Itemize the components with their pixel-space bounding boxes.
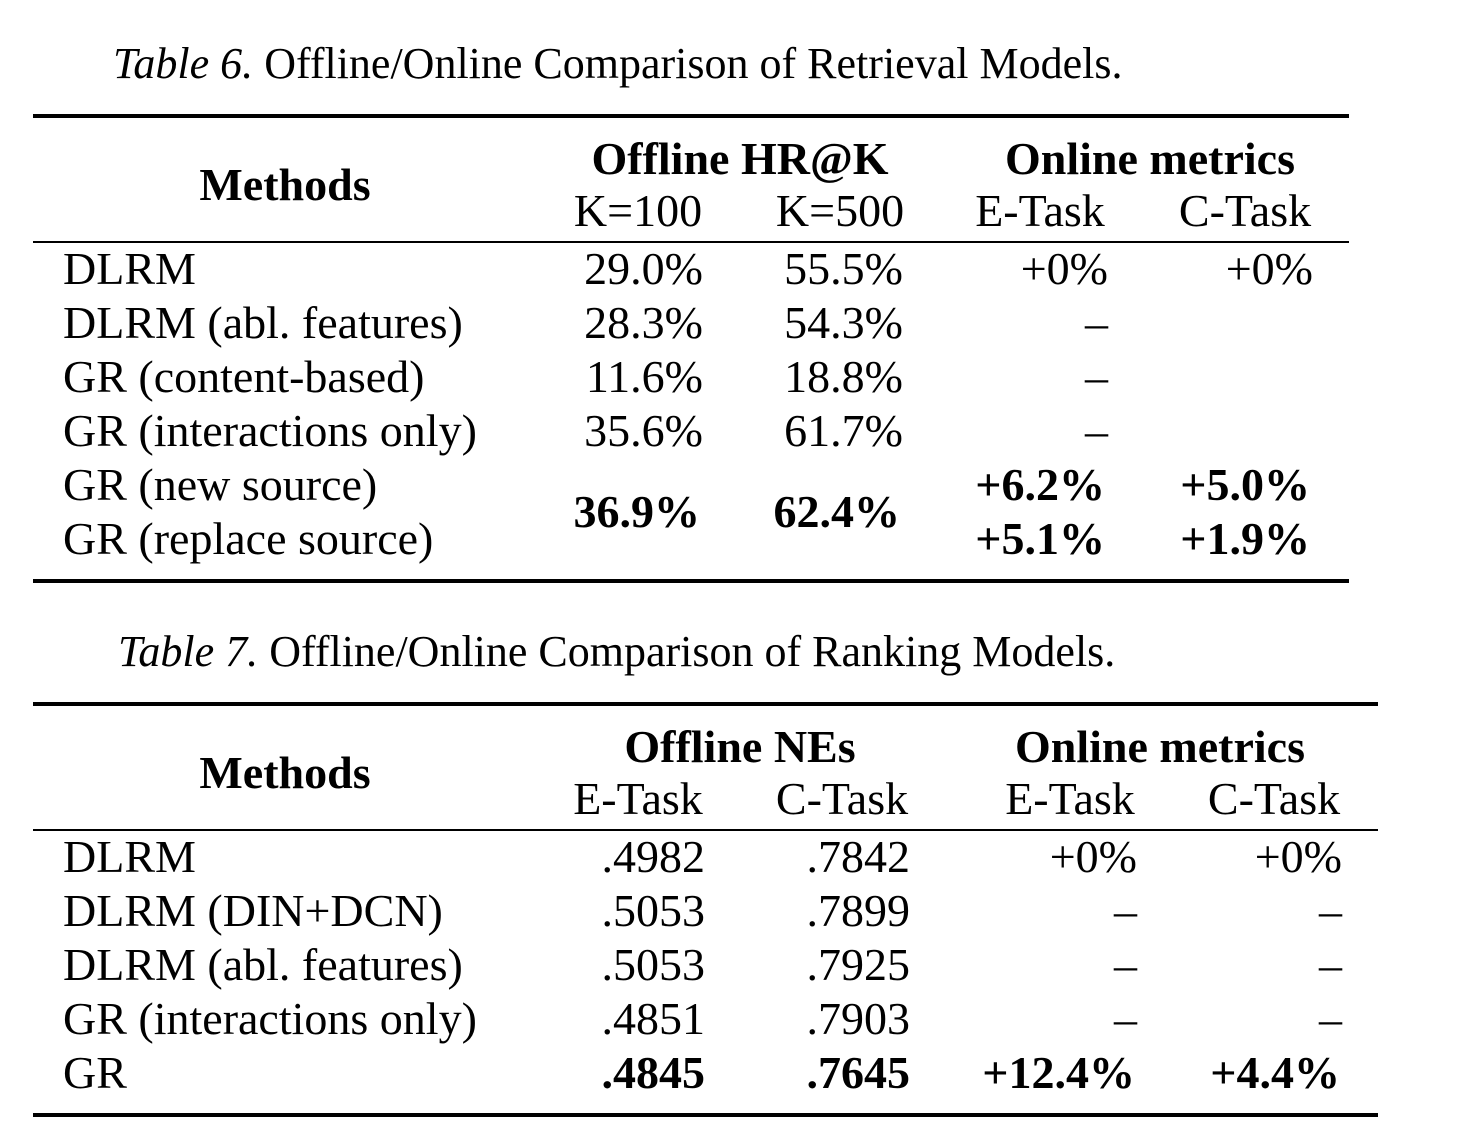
table7-caption [118, 627, 1116, 676]
table6-col-k500: K=500 [775, 185, 905, 236]
table6-top-rule [33, 114, 1349, 118]
table6-row-k100: 29.0% [584, 243, 703, 294]
table7-row-ctask: +4.4% [1210, 1047, 1340, 1098]
table6-row-method: GR (replace source) [63, 513, 434, 564]
table7-row-etask: +0% [1049, 831, 1137, 882]
table7-col-ne-ctask: C-Task [775, 773, 909, 824]
table6-caption-text: Offline/Online Comparison of Retrieval Models. [264, 39, 1123, 88]
table6-offline-group-header: Offline HR@K [591, 133, 889, 184]
table7-row-ne-ctask: .7645 [806, 1047, 910, 1098]
table7-row-ctask: – [1319, 993, 1342, 1044]
table7-caption-label: Table 7. [118, 627, 259, 676]
table6-row-etask: +0% [1020, 243, 1108, 294]
table7-caption-text: Offline/Online Comparison of Ranking Models. [269, 627, 1116, 676]
table6-caption-label: Table 6. [113, 39, 254, 88]
table6-merged-k500: 62.4% [773, 486, 900, 537]
table7-row-etask: +12.4% [982, 1047, 1135, 1098]
table7-top-rule [33, 702, 1378, 706]
table6-methods-header: Methods [199, 159, 371, 210]
table6-row-ctask: +0% [1225, 243, 1313, 294]
table6-row-method: GR (interactions only) [63, 405, 477, 456]
table7-row-method: DLRM [63, 831, 196, 882]
table6-row-k500: 61.7% [784, 405, 903, 456]
table6-row-k100: 35.6% [584, 405, 703, 456]
table7-row-ne-ctask: .7903 [806, 993, 910, 1044]
table6-row-k500: 55.5% [784, 243, 903, 294]
table7-row-method: GR (interactions only) [63, 993, 477, 1044]
table6-merged-k100: 36.9% [573, 486, 700, 537]
table6-row-ctask: +5.0% [1180, 459, 1310, 510]
table7-col-ne-etask: E-Task [573, 773, 703, 824]
table6-row-method: GR (new source) [63, 459, 378, 510]
table7-bottom-rule [33, 1113, 1378, 1117]
table6-row-method: GR (content-based) [63, 351, 425, 402]
table6-row-etask: +5.1% [975, 513, 1105, 564]
table6-bottom-rule [33, 579, 1349, 583]
table7-col-etask: E-Task [1005, 773, 1135, 824]
table7-row-ctask: +0% [1254, 831, 1342, 882]
table6-row-method: DLRM (abl. features) [63, 297, 463, 348]
table6-row-method: DLRM [63, 243, 196, 294]
table7-row-ne-etask: .4845 [601, 1047, 705, 1098]
table6-col-k100: K=100 [573, 185, 703, 236]
table7-row-ne-ctask: .7899 [806, 885, 910, 936]
table6-row-etask: – [1085, 405, 1108, 456]
table7-row-ne-etask: .5053 [601, 885, 705, 936]
table7-row-ne-etask: .4982 [601, 831, 705, 882]
table6-row-k100: 11.6% [585, 351, 703, 402]
table7-row-etask: – [1114, 885, 1137, 936]
table6-row-ctask: +1.9% [1180, 513, 1310, 564]
table7-row-ne-etask: .4851 [601, 993, 705, 1044]
table7-row-method: GR [63, 1047, 127, 1098]
table6-caption [113, 39, 1123, 88]
table7-col-ctask: C-Task [1207, 773, 1341, 824]
table7-header-rule [33, 829, 1378, 831]
table7-row-ctask: – [1319, 885, 1342, 936]
table6-row-k100: 28.3% [584, 297, 703, 348]
table6-row-etask: – [1085, 297, 1108, 348]
table6-col-etask: E-Task [975, 185, 1105, 236]
table7-row-ne-ctask: .7925 [806, 939, 910, 990]
table6-row-etask: +6.2% [975, 459, 1105, 510]
table6-row-k500: 54.3% [784, 297, 903, 348]
table7-row-etask: – [1114, 939, 1137, 990]
table7-row-ctask: – [1319, 939, 1342, 990]
table7-row-method: DLRM (DIN+DCN) [63, 885, 443, 936]
table7-row-etask: – [1114, 993, 1137, 1044]
table7-methods-header: Methods [199, 747, 371, 798]
table7-row-method: DLRM (abl. features) [63, 939, 463, 990]
table6-col-ctask: C-Task [1178, 185, 1312, 236]
table7-offline-group-header: Offline NEs [624, 721, 856, 772]
table7-row-ne-etask: .5053 [601, 939, 705, 990]
table6-row-k500: 18.8% [784, 351, 903, 402]
table7-row-ne-ctask: .7842 [806, 831, 910, 882]
table6-row-etask: – [1085, 351, 1108, 402]
table7-online-group-header: Online metrics [1015, 721, 1305, 772]
table6-online-group-header: Online metrics [1005, 133, 1295, 184]
